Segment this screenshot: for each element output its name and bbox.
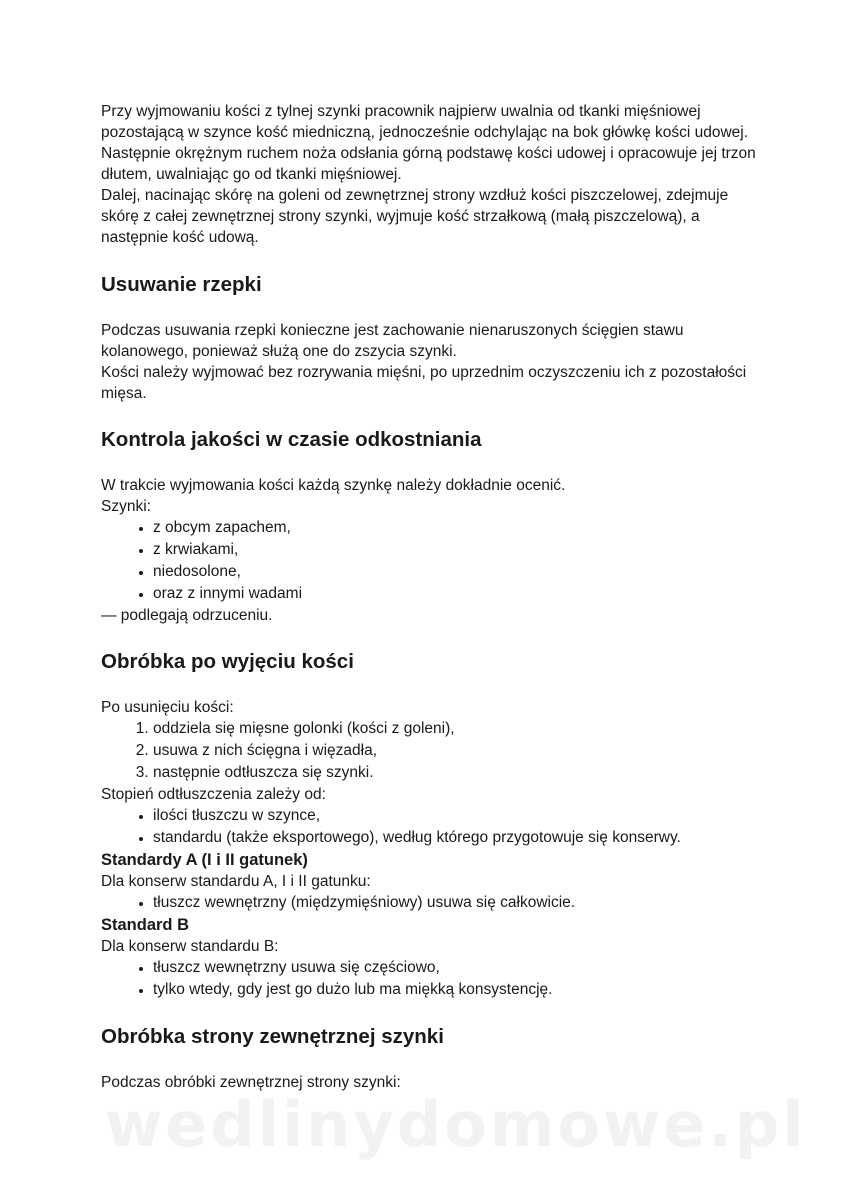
obrobka-paragraph-1: Po usunięciu kości:	[101, 699, 234, 716]
heading-standardy-a: Standardy A (I i II gatunek)	[101, 851, 308, 869]
list-item: • standardu (także eksportowego), według którego przygotowuje się konserwy.	[153, 827, 761, 849]
standard-b-list	[101, 957, 761, 1001]
heading-standard-b: Standard B	[101, 916, 190, 934]
heading-kontrola-jakosci: Kontrola jakości w czasie odkostniania	[101, 428, 482, 451]
list-item: • z obcym zapachem,	[153, 517, 761, 539]
list-item: 2. usuwa z nich ścięgna i więzadła,	[153, 740, 761, 762]
list-item: • niedosolone,	[153, 561, 761, 583]
kontrola-defects-list	[101, 517, 761, 605]
document-page	[101, 101, 761, 1093]
list-item: • tłuszcz wewnętrzny usuwa się częściowo,	[153, 957, 761, 979]
kontrola-paragraph-2: Szynki:	[101, 498, 151, 515]
heading-obrobka-po-wyjeciu: Obróbka po wyjęciu kości	[101, 650, 354, 673]
standard-a-paragraph: Dla konserw standardu A, I i II gatunku:	[101, 873, 371, 890]
rzepka-paragraph-2: Kości należy wyjmować bez rozrywania mięśni, po uprzednim oczyszczeniu ich z pozostałości mięsa.	[101, 364, 747, 402]
intro-paragraph-2: Dalej, nacinając skórę na goleni od zewnętrznej strony wzdłuż kości piszczelowej, zdejmuje skórę z całej zewnętrznej strony szynki, wyjmuje kość strzałkową (małą piszczelową), a następnie kość udową.	[101, 187, 729, 246]
heading-usuwanie-rzepki: Usuwanie rzepki	[101, 273, 262, 296]
list-item: • tłuszcz wewnętrzny (międzymięśniowy) usuwa się całkowicie.	[153, 892, 761, 914]
standard-a-list	[101, 892, 761, 914]
rzepka-paragraph-1: Podczas usuwania rzepki konieczne jest zachowanie nienaruszonych ścięgien stawu kolanowego, ponieważ służą one do zszycia szynki.	[101, 322, 684, 360]
list-item: 1. oddziela się mięsne golonki (kości z goleni),	[153, 718, 761, 740]
obrobka-steps-list	[101, 718, 761, 784]
list-item: • tylko wtedy, gdy jest go dużo lub ma miękką konsystencję.	[153, 979, 761, 1001]
intro-paragraph-1: Przy wyjmowaniu kości z tylnej szynki pracownik najpierw uwalnia od tkanki mięśniowej pozostającą w szynce kość miedniczną, jednocześnie odchylając na bok główkę kości udowej. Następnie okrężnym ruchem noża odsłania górną podstawę kości udowej i opracowuje jej trzon dłutem, uwalniając go od tkanki mięśniowej.	[101, 103, 756, 183]
kontrola-paragraph-3: — podlegają odrzuceniu.	[101, 607, 273, 624]
standard-b-paragraph: Dla konserw standardu B:	[101, 938, 279, 955]
heading-obrobka-strony-zewnetrznej: Obróbka strony zewnętrznej szynki	[101, 1025, 444, 1048]
obrobka-paragraph-2: Stopień odtłuszczenia zależy od:	[101, 786, 326, 803]
obrobka-factors-list	[101, 805, 761, 849]
list-item: • ilości tłuszczu w szynce,	[153, 805, 761, 827]
kontrola-paragraph-1: W trakcie wyjmowania kości każdą szynkę należy dokładnie ocenić.	[101, 477, 566, 494]
watermark-text: wedlinydomowe.pl	[105, 1088, 807, 1161]
zewnetrzna-paragraph-1: Podczas obróbki zewnętrznej strony szynki:	[101, 1074, 401, 1091]
list-item: • z krwiakami,	[153, 539, 761, 561]
list-item: 3. następnie odtłuszcza się szynki.	[153, 762, 761, 784]
list-item: • oraz z innymi wadami	[153, 583, 761, 605]
